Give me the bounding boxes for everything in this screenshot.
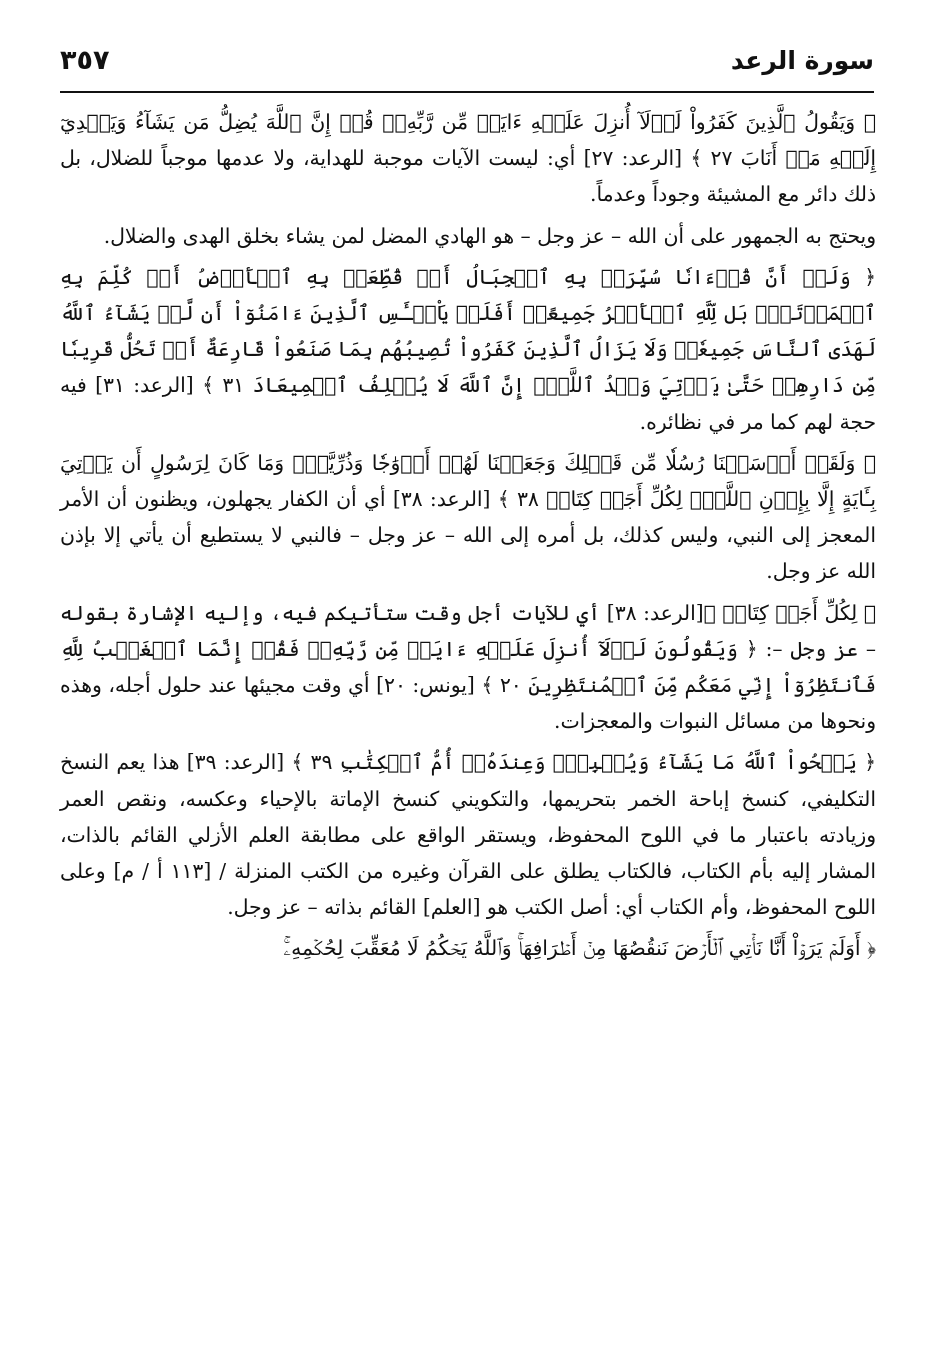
- paragraph-appointed-term: ﴿ لِكُلِّ أَجَلٖ كِتَابٞ ﴾[الرعد: ٣٨] أي للآيات أجل وقت ستأتيكم فيه، وإليه الإشارة بقوله – عز وجل –: ﴿ وَيَقُولُونَ لَوۡلَآ أُنزِلَ عَلَيۡهِ ءَايَةٞ مِّن رَّبِّهِۦۖ فَقُلۡ إِنَّمَا ٱلۡغَيۡبُ لِلَّهِ فَٱنتَظِرُوٓاْ إِنِّي مَعَكُم مِّنَ ٱلۡمُنتَظِرِينَ ٢٠ ﴾ [يونس: ٢٠] أي وقت مجيئها عند حلول أجله، وهذه ونحوها من مسائل النبوات والمعجزات.: [60, 600, 877, 734]
- paragraph-verse-27: ﴿ وَيَقُولُ ٱلَّذِينَ كَفَرُواْ لَوۡلَآ أُنزِلَ عَلَيۡهِ ءَايَةٞ مِّن رَّبِّهِۦۗ قُلۡ إِنَّ ٱللَّهَ يُضِلُّ مَن يَشَآءُ وَيَهۡدِيٓ إِلَيۡهِ مَنۡ أَنَابَ ٢٧ ﴾ [الرعد: ٢٧] أي: ليست الآيات موجبة للهداية، ولا عدمها موجباً للضلال، بل ذلك دائر مع المشيئة وجوداً وعدماً.: [60, 110, 876, 207]
- page-header: [60, 34, 874, 86]
- paragraph-majority-argument: ويحتج به الجمهور على أن الله – عز وجل – هو الهادي المضل لمن يشاء بخلق الهدى والضلال.: [103, 223, 876, 248]
- surah-title: سورة الرعد: [730, 45, 874, 75]
- paragraph-verse-39: ﴿ يَمۡحُواْ ٱللَّهُ مَا يَشَآءُ وَيُثۡبِتُۖ وَعِندَهُۥٓ أُمُّ ٱلۡكِتَٰبِ ٣٩ ﴾ [الرعد: ٣٩] هذا يعم النسخ التكليفي، كنسخ إباحة الخمر بتحريمها، والتكويني كنسخ الإماتة بالإحياء وعكسه، ونقص العمر وزيادته باعتبار ما في اللوح المحفوظ، ويستقر الواقع على مطابقة العلم الأزلي القائم بالذات، المشار إليه بأم الكتاب، فالكتاب يطلق على القرآن وغيره من الكتب المنزلة / [١١٣ أ / م] وعلى اللوح المحفوظ، وأم الكتاب أي: أصل الكتب هو [العلم] القائم بذاته – عز وجل.: [60, 750, 876, 920]
- paragraph-verse-38: ﴿ وَلَقَدۡ أَرۡسَلۡنَا رُسُلٗا مِّن قَبۡلِكَ وَجَعَلۡنَا لَهُمۡ أَزۡوَٰجٗا وَذُرِّيَّةٗۚ وَمَا كَانَ لِرَسُولٍ أَن يَأۡتِيَ بِـَٔايَةٍ إِلَّا بِإِذۡنِ ٱللَّهِۗ لِكُلِّ أَجَلٖ كِتَابٞ ٣٨ ﴾ [الرعد: ٣٨] أي أن الكفار يجهلون، ويظنون أن الأمر المعجز إلى النبي، وليس كذلك، بل أمره إلى الله – عز وجل – فالنبي لا يستطيع أن يأتي إلا بإذن الله عز وجل.: [60, 450, 876, 584]
- page-number: ٣٥٧: [60, 44, 110, 76]
- page-body: [60, 104, 876, 972]
- header-rule: [60, 91, 874, 93]
- paragraph-verse-41: ﴿ أَوَلَمۡ يَرَوۡاْ أَنَّا نَأۡتِي ٱلۡأَرۡضَ نَنقُصُهَا مِنۡ أَطۡرَافِهَاۚ وَٱللَّهُ يَحۡكُمُ لَا مُعَقِّبَ لِحُكۡمِهِۦۚ: [283, 936, 876, 961]
- paragraph-verse-31: ﴿ وَلَوۡ أَنَّ قُرۡءَانٗا سُيِّرَتۡ بِهِ ٱلۡجِبَالُ أَوۡ قُطِّعَتۡ بِهِ ٱلۡأَرۡضُ أَوۡ كُلِّمَ بِهِ ٱلۡمَوۡتَىٰۗ بَل لِّلَّهِ ٱلۡأَمۡرُ جَمِيعًاۗ أَفَلَمۡ يَاْيۡـَٔسِ ٱلَّذِينَ ءَامَنُوٓاْ أَن لَّوۡ يَشَآءُ ٱللَّهُ لَهَدَى ٱلنَّاسَ جَمِيعٗاۗ وَلَا يَزَالُ ٱلَّذِينَ كَفَرُواْ تُصِيبُهُم بِمَا صَنَعُواْ قَارِعَةٌ أَوۡ تَحُلُّ قَرِيبٗا مِّن دَارِهِمۡ حَتَّىٰ يَأۡتِيَ وَعۡدُ ٱللَّهِۚ إِنَّ ٱللَّهَ لَا يُخۡلِفُ ٱلۡمِيعَادَ ٣١ ﴾ [الرعد: ٣١] فيه حجة لهم كما مر في نظائره.: [60, 264, 876, 434]
